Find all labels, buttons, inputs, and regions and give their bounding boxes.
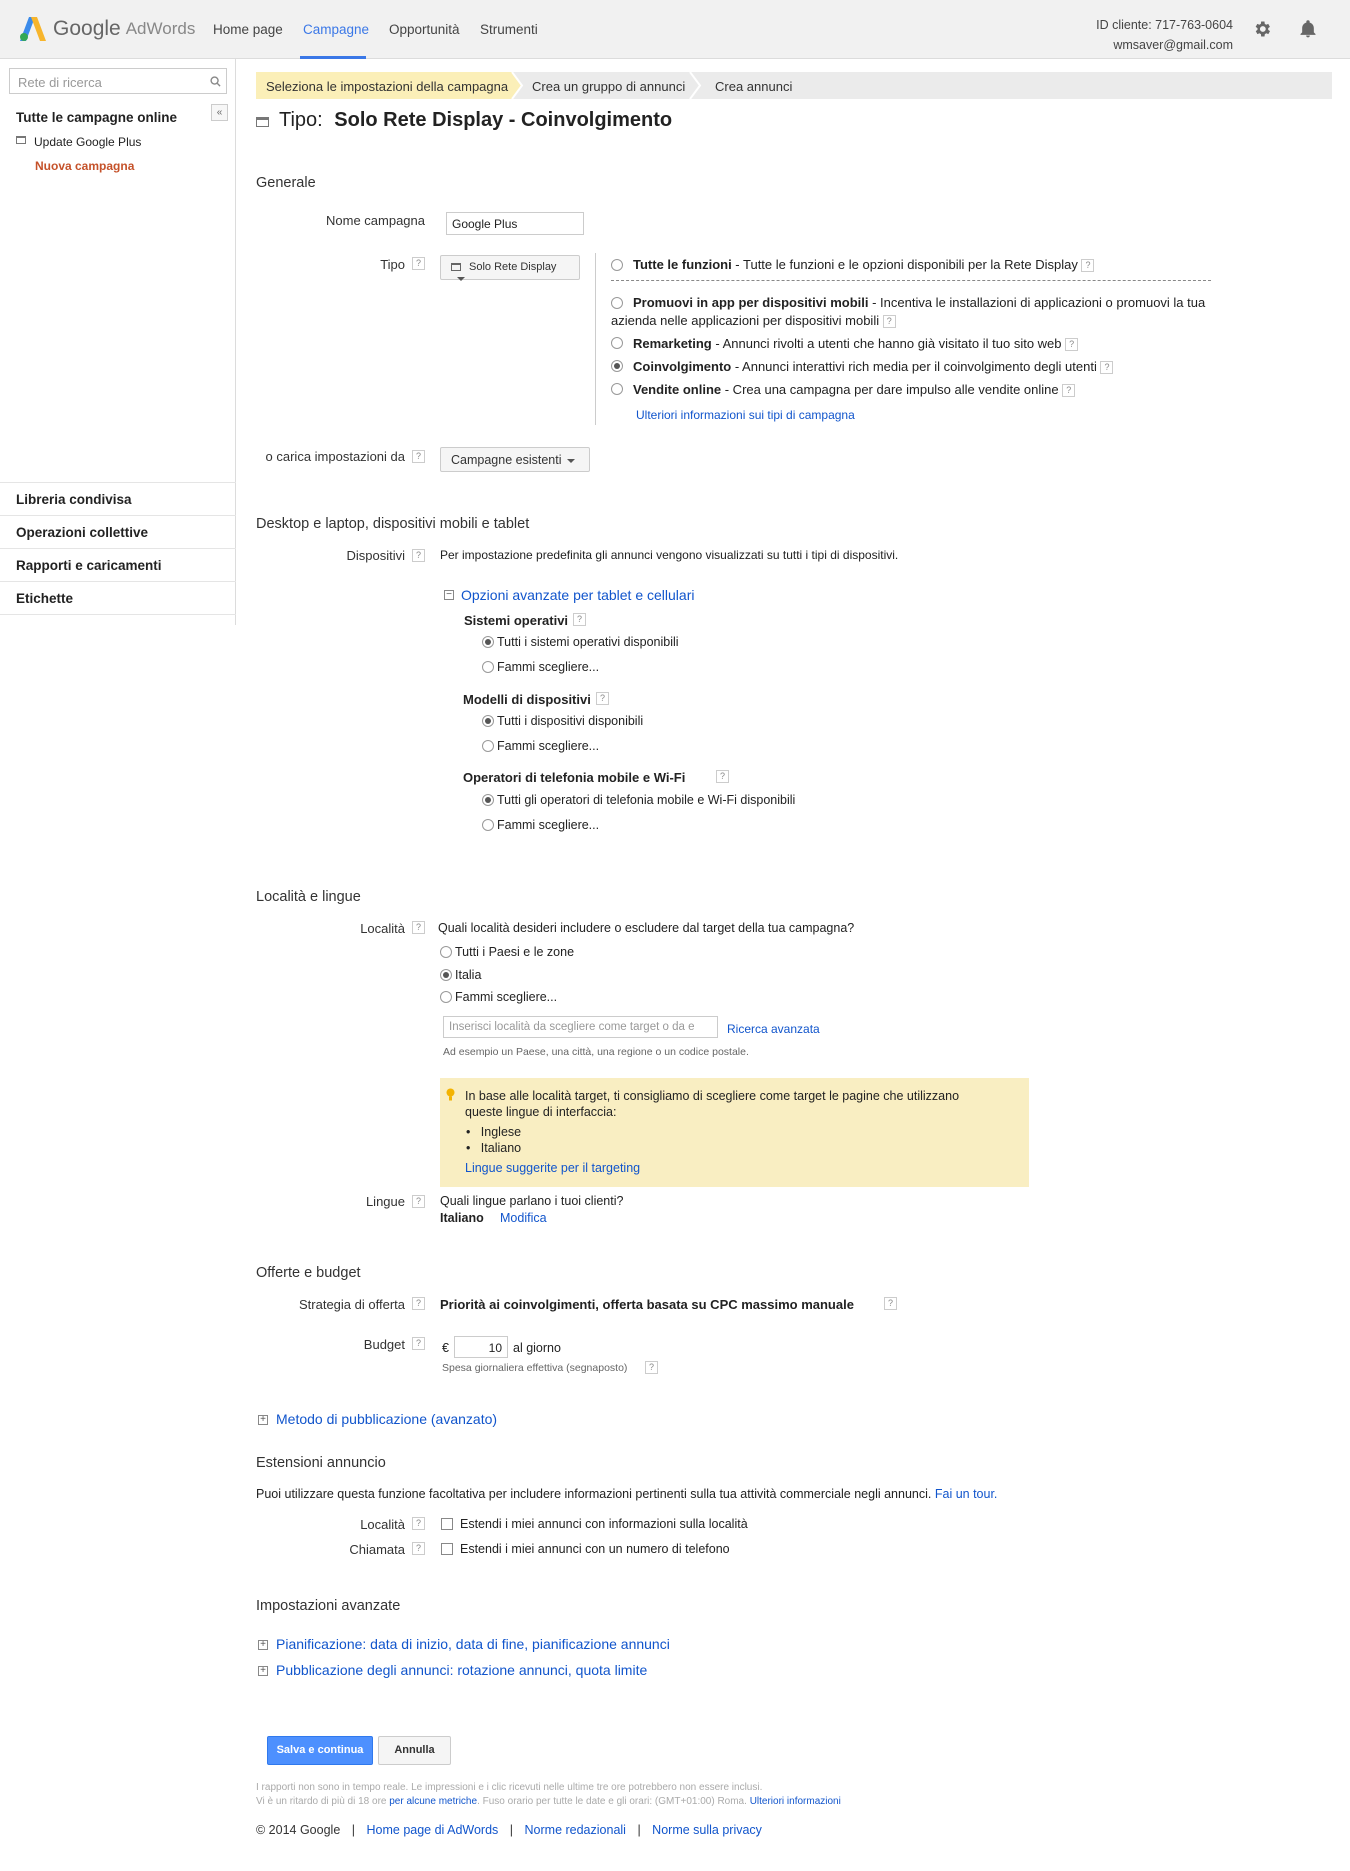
nav-active-underline (300, 56, 366, 59)
section-advanced-heading: Impostazioni avanzate (256, 1598, 401, 1614)
gear-icon[interactable] (1252, 19, 1272, 39)
customer-id: ID cliente: 717-763-0604 (1096, 18, 1233, 32)
location-ext-text: Estendi i miei annunci con informazioni sulla località (460, 1517, 748, 1531)
sidebar-new-campaign[interactable]: Nuova campagna (35, 159, 135, 173)
extensions-text: Puoi utilizzare questa funzione facoltativa per includere informazioni pertinenti sulla tua attività commerciale negli annunci. Fai un tour. (256, 1487, 998, 1501)
device-models-title: Modelli di dispositivi (463, 692, 591, 707)
languages-question: Quali lingue parlano i tuoi clienti? (440, 1194, 624, 1208)
campaign-name-label: Nome campagna (326, 213, 425, 228)
bid-strategy-value: Priorità ai coinvolgimenti, offerta basata su CPC massimo manuale (440, 1297, 854, 1312)
campaign-type-icon (256, 117, 269, 127)
campaign-types-info-link[interactable]: Ulteriori informazioni sui tipi di campagna (636, 408, 855, 422)
schedule-link[interactable]: Pianificazione: data di inizio, data di fine, pianificazione annunci (276, 1636, 670, 1652)
footer-links: © 2014 Google | Home page di AdWords | Norme redazionali | Norme sulla privacy (256, 1823, 762, 1837)
metrics-link[interactable]: per alcune metriche (389, 1796, 478, 1807)
adwords-logo-icon (20, 17, 46, 41)
budget-hint-help-icon[interactable]: ? (645, 1361, 658, 1374)
nav-tools[interactable]: Strumenti (480, 22, 538, 37)
bid-strategy-label: Strategia di offerta (299, 1297, 405, 1312)
models-choose-radio[interactable] (482, 740, 494, 752)
carriers-all-radio[interactable] (482, 794, 494, 806)
footer-editorial-policies-link[interactable]: Norme redazionali (524, 1823, 626, 1837)
search-icon (210, 76, 221, 87)
type-label: Tipo (380, 257, 405, 272)
type-option-all: Tutte le funzioni - Tutte le funzioni e le opzioni disponibili per la Rete Display ? (633, 257, 1094, 272)
type-option-sales-radio[interactable] (611, 383, 623, 395)
location-choose-label: Fammi scegliere... (455, 990, 558, 1004)
tip-line-2: queste lingue di interfaccia: (465, 1105, 617, 1119)
advanced-search-link[interactable]: Ricerca avanzata (727, 1022, 820, 1036)
carriers-all-label: Tutti gli operatori di telefonia mobile e Wi-Fi disponibili (497, 793, 796, 807)
account-email: wmsaver@gmail.com (1113, 38, 1233, 52)
type-option-engagement-radio[interactable] (611, 360, 623, 372)
languages-help-icon[interactable]: ? (412, 1195, 425, 1208)
type-option-all-radio[interactable] (611, 259, 623, 271)
account-info[interactable] (1096, 15, 1233, 55)
ad-delivery-link[interactable]: Pubblicazione degli annunci: rotazione annunci, quota limite (276, 1662, 648, 1678)
os-title: Sistemi operativi (464, 613, 569, 628)
type-option-app-radio[interactable] (611, 297, 623, 309)
type-options-divider (595, 253, 596, 425)
breadcrumb-step-adgroup[interactable]: Crea un gruppo di annunci (532, 79, 686, 94)
dashed-divider (611, 280, 1211, 281)
more-info-link[interactable]: Ulteriori informazioni (749, 1796, 841, 1807)
per-day-label: al giorno (513, 1341, 561, 1355)
sidebar-labels[interactable]: Etichette (0, 581, 236, 615)
existing-campaigns-label: Campagne esistenti (451, 453, 562, 467)
budget-hint: Spesa giornaliera effettiva (segnaposto) (442, 1362, 628, 1374)
existing-campaigns-button[interactable] (440, 447, 590, 472)
call-ext-help-icon[interactable]: ? (412, 1542, 425, 1555)
languages-value: Italiano (440, 1211, 484, 1225)
type-option-sales: Vendite online - Crea una campagna per dare impulso alle vendite online ? (633, 382, 1075, 397)
section-extensions-heading: Estensioni annuncio (256, 1455, 386, 1471)
campaign-folder-icon (16, 136, 26, 144)
adwords-logo[interactable] (20, 14, 195, 44)
title-value: Solo Rete Display - Coinvolgimento (334, 109, 673, 131)
call-ext-checkbox[interactable] (441, 1543, 453, 1555)
sidebar-all-campaigns[interactable]: Tutte le campagne online (16, 110, 178, 125)
title-prefix: Tipo: (279, 109, 323, 131)
chevron-down-icon (457, 277, 465, 281)
help-icon[interactable]: ? (1100, 361, 1113, 374)
type-option-remarketing: Remarketing - Annunci rivolti a utenti che hanno già visitato il tuo sito web ? (633, 336, 1078, 351)
load-settings-label: o carica impostazioni da (265, 449, 405, 464)
os-all-radio[interactable] (482, 636, 494, 648)
advanced-mobile-options-link[interactable]: Opzioni avanzate per tablet e cellulari (461, 587, 695, 603)
lightbulb-icon (446, 1088, 455, 1102)
os-all-label: Tutti i sistemi operativi disponibili (497, 635, 679, 649)
nav-opportunities[interactable]: Opportunità (389, 22, 460, 37)
location-ext-label: Località (360, 1517, 405, 1532)
devices-help-icon[interactable]: ? (412, 549, 425, 562)
bid-value-help-icon[interactable]: ? (884, 1297, 897, 1310)
currency-symbol: € (442, 1341, 449, 1355)
location-choose-radio[interactable] (440, 991, 452, 1003)
location-italy-label: Italia (455, 968, 482, 982)
display-icon (451, 263, 461, 271)
location-question: Quali località desideri includere o escludere dal target della tua campagna? (438, 921, 855, 935)
section-general-heading: Generale (256, 175, 316, 191)
budget-input[interactable]: 10 (454, 1336, 508, 1358)
device-models-help-icon[interactable]: ? (596, 692, 609, 705)
sidebar-reports-uploads[interactable]: Rapporti e caricamenti (0, 548, 236, 581)
sidebar-collapse-button[interactable]: « (211, 104, 228, 121)
os-help-icon[interactable]: ? (573, 613, 586, 626)
location-ext-checkbox[interactable] (441, 1518, 453, 1530)
devices-label: Dispositivi (346, 548, 405, 563)
nav-campaigns[interactable]: Campagne (303, 22, 370, 37)
models-all-label: Tutti i dispositivi disponibili (497, 714, 644, 728)
sidebar-bulk-operations[interactable]: Operazioni collettive (0, 515, 236, 548)
logo-adwords-text: AdWords (125, 19, 196, 38)
delivery-method-link[interactable]: Metodo di pubblicazione (avanzato) (276, 1411, 498, 1427)
location-ext-help-icon[interactable]: ? (412, 1517, 425, 1530)
logo-google-text: Google (53, 17, 121, 40)
section-locations-heading: Località e lingue (256, 889, 361, 905)
footer-note-1: I rapporti non sono in tempo reale. Le impressioni e i clic ricevuti nelle ultime tre ore potrebbero non essere inclusi. (256, 1782, 763, 1793)
sidebar-search-input[interactable] (9, 68, 227, 94)
page-title (279, 109, 672, 132)
help-icon[interactable]: ? (1062, 384, 1075, 397)
devices-text: Per impostazione predefinita gli annunci vengono visualizzati su tutti i tipi di dispositivi. (440, 548, 899, 562)
expand-plus-icon[interactable]: + (258, 1640, 268, 1650)
section-devices-heading: Desktop e laptop, dispositivi mobili e tablet (256, 516, 530, 532)
carriers-help-icon[interactable]: ? (716, 770, 729, 783)
type-option-engagement: Coinvolgimento - Annunci interattivi rich media per il coinvolgimento degli utenti ? (633, 359, 1113, 374)
type-help-icon[interactable]: ? (412, 257, 425, 270)
budget-help-icon[interactable]: ? (412, 1337, 425, 1350)
footer-adwords-home-link[interactable]: Home page di AdWords (366, 1823, 499, 1837)
languages-label: Lingue (365, 1194, 405, 1209)
tip-lang-english: • Inglese (466, 1125, 522, 1139)
sidebar-campaign-item[interactable]: Update Google Plus (34, 135, 142, 149)
location-italy-radio[interactable] (440, 969, 452, 981)
expand-plus-icon[interactable]: + (258, 1666, 268, 1676)
models-choose-label: Fammi scegliere... (497, 739, 600, 753)
chevron-down-icon (567, 459, 575, 463)
location-label: Località (360, 921, 405, 936)
help-icon[interactable]: ? (883, 315, 896, 328)
collapse-minus-icon[interactable]: − (444, 590, 454, 600)
notifications-bell-icon[interactable] (1298, 19, 1318, 39)
footer-note-2: Vi è un ritardo di più di 18 ore per alcune metriche. Fuso orario per tutte le date e gli orari: (GMT+01:00) Roma. Ulteriori informazioni (256, 1796, 841, 1807)
cancel-button[interactable]: Annulla (378, 1736, 451, 1765)
os-choose-radio[interactable] (482, 661, 494, 673)
location-all-radio[interactable] (440, 946, 452, 958)
type-dropdown-button[interactable] (440, 255, 580, 280)
load-settings-help-icon[interactable]: ? (412, 450, 425, 463)
breadcrumb-step-settings: Seleziona le impostazioni della campagna (266, 79, 509, 94)
carriers-choose-radio[interactable] (482, 819, 494, 831)
os-choose-label: Fammi scegliere... (497, 660, 600, 674)
campaign-name-field[interactable]: Google Plus (446, 212, 584, 235)
type-option-app-desc2: azienda nelle applicazioni per dispositivi mobili ? (611, 313, 896, 328)
tour-link[interactable]: Fai un tour. (934, 1487, 998, 1501)
carriers-title: Operatori di telefonia mobile e Wi-Fi (463, 770, 686, 785)
nav-home[interactable]: Home page (213, 22, 283, 37)
sidebar-shared-library[interactable]: Libreria condivisa (0, 482, 236, 515)
save-continue-button[interactable]: Salva e continua (267, 1736, 373, 1765)
bid-strategy-help-icon[interactable]: ? (412, 1297, 425, 1310)
location-all-label: Tutti i Paesi e le zone (455, 945, 575, 959)
help-icon[interactable]: ? (1065, 338, 1078, 351)
location-help-icon[interactable]: ? (412, 921, 425, 934)
call-ext-label: Chiamata (349, 1542, 405, 1557)
carriers-choose-label: Fammi scegliere... (497, 818, 600, 832)
expand-plus-icon[interactable]: + (258, 1415, 268, 1425)
budget-label: Budget (363, 1337, 405, 1352)
call-ext-text: Estendi i miei annunci con un numero di telefono (460, 1542, 730, 1556)
footer-privacy-link[interactable]: Norme sulla privacy (652, 1823, 762, 1837)
copyright: © 2014 Google (256, 1823, 341, 1837)
type-dropdown-label: Solo Rete Display (469, 261, 557, 273)
breadcrumb-step-ads[interactable]: Crea annunci (715, 79, 793, 94)
languages-edit-link[interactable]: Modifica (500, 1211, 547, 1225)
sidebar-search-placeholder: Rete di ricerca (18, 75, 102, 90)
tip-line-1: In base alle località target, ti consigliamo di scegliere come target le pagine che utilizzano (465, 1089, 960, 1103)
help-icon[interactable]: ? (1081, 259, 1094, 272)
section-bidding-heading: Offerte e budget (256, 1265, 361, 1281)
type-option-app: Promuovi in app per dispositivi mobili - Incentiva le installazioni di applicazioni o promuovi la tua (633, 295, 1206, 310)
location-search-input[interactable]: Inserisci località da scegliere come target o da e (443, 1016, 718, 1038)
models-all-radio[interactable] (482, 715, 494, 727)
suggested-languages-link[interactable]: Lingue suggerite per il targeting (465, 1161, 641, 1175)
tip-lang-italian: • Italiano (466, 1141, 522, 1155)
type-option-remarketing-radio[interactable] (611, 337, 623, 349)
location-hint: Ad esempio un Paese, una città, una regione o un codice postale. (443, 1046, 749, 1058)
